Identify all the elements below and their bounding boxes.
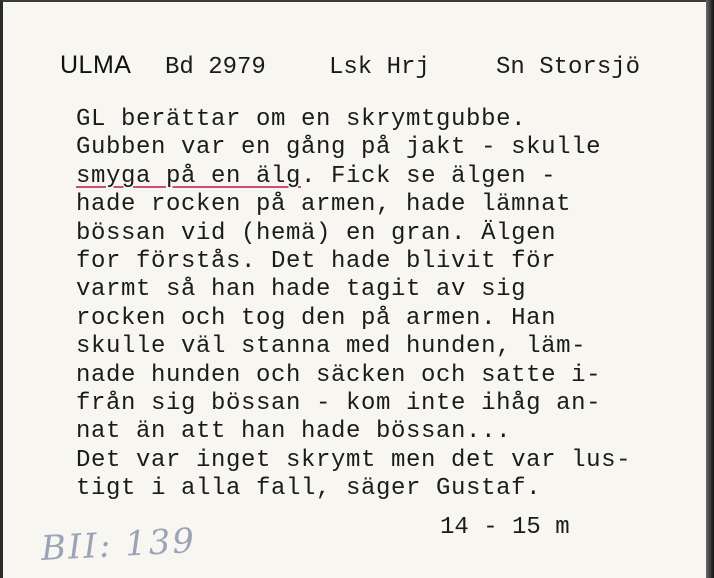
text-line: varmt så han hade tagit av sig [76,276,527,304]
text-line: från sig bössan - kom inte ihåg an- [76,390,602,418]
card-edge-shadow [706,0,714,578]
text-line: rocken och tog den på armen. Han [76,304,557,332]
text-line: tigt i alla fall, säger Gustaf. [76,475,542,503]
text-line: nat än att han hade bössan... [76,418,512,446]
text-line: nade hunden och säcken och satte i- [76,361,602,389]
text-line [76,163,631,191]
text-line: bössan vid (hemä) en gran. Älgen [76,219,557,247]
text-line: skulle väl stanna med hunden, läm- [76,333,587,361]
underlined-phrase: smyga på en älg [76,162,302,190]
parish-name: Sn Storsjö [496,54,641,81]
text-line: hade rocken på armen, hade lämnat [76,191,572,219]
volume-number: Bd 2979 [165,54,266,81]
range-note: 14 - 15 m [440,514,570,541]
text-line-rest: . Fick se älgen - [301,162,557,190]
text-line: GL berättar om en skrymtgubbe. [76,106,527,133]
record-text [76,106,631,504]
text-line: Gubben var en gång på jakt - skulle [76,134,602,162]
text-line: Det var inget skrymt men det var lus- [76,446,632,474]
handwritten-archive-mark: BII: 139 [40,520,197,570]
archive-code: ULMA [60,51,132,79]
district-code: Lsk Hrj [329,54,430,81]
text-line: for förstås. Det hade blivit för [76,248,557,276]
